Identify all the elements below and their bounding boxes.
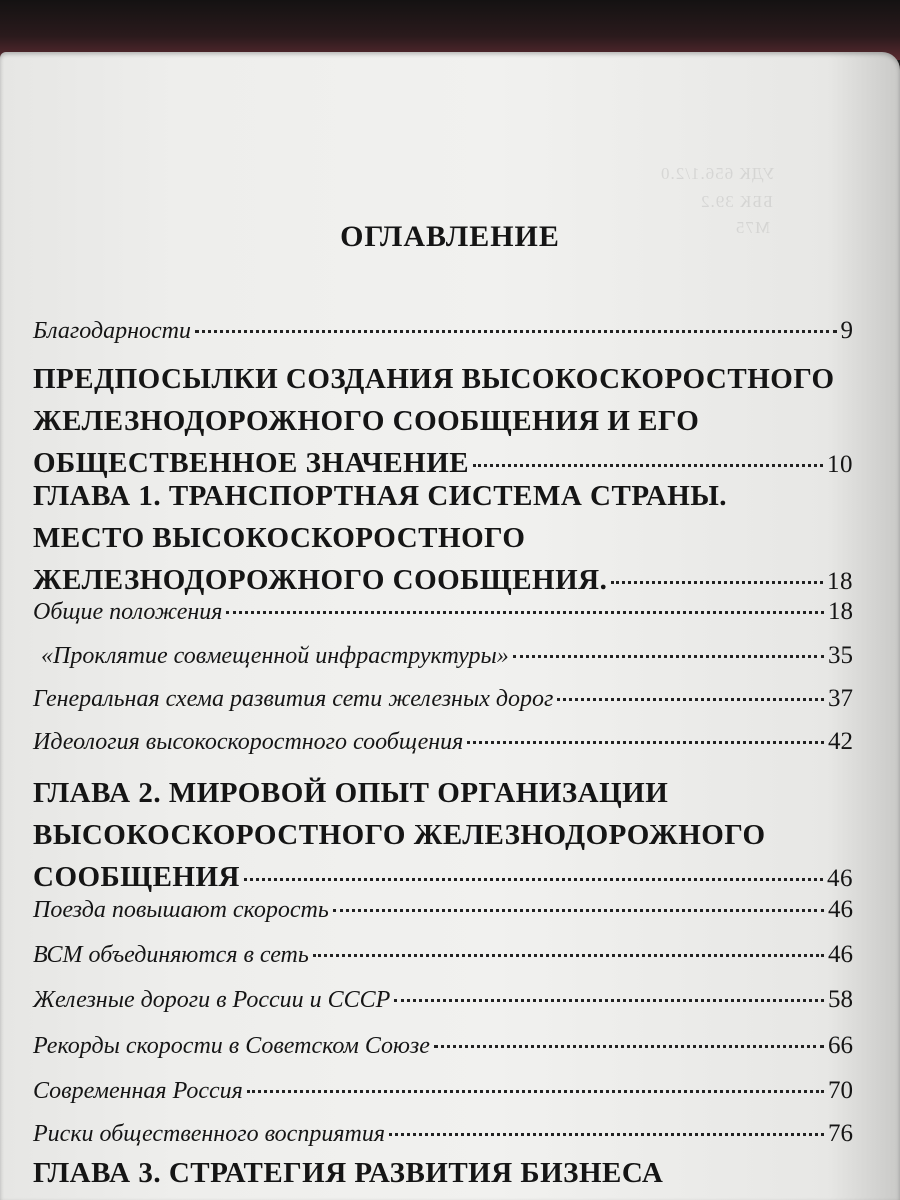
leader-dots (467, 741, 824, 744)
toc-entry-title: Железные дороги в России и СССР (33, 987, 391, 1013)
toc-chapter-entry[interactable] (33, 358, 853, 486)
show-through-line-3: М75 (735, 218, 771, 237)
toc-page-number: 9 (840, 317, 853, 344)
toc-page-number: 37 (828, 685, 853, 712)
toc-entry-title: Общие положения (33, 599, 223, 625)
leader-dots (313, 954, 824, 957)
toc-page-number: 58 (828, 986, 853, 1013)
leader-dots (473, 464, 823, 467)
toc-entry[interactable] (33, 986, 853, 1014)
leader-dots (611, 581, 823, 584)
toc-chapter-entry[interactable] (33, 772, 853, 900)
leader-dots (389, 1133, 824, 1136)
toc-page-number: 46 (828, 941, 853, 968)
toc-entry[interactable] (33, 598, 853, 626)
leader-dots (247, 1090, 824, 1093)
toc-page-number: 35 (828, 642, 853, 669)
toc-page-number: 42 (828, 728, 853, 755)
toc-chapter-entry[interactable] (33, 475, 853, 603)
toc-entry-title: ВСМ объединяются в сеть (33, 942, 309, 968)
leader-dots (513, 655, 824, 658)
toc-entry[interactable] (33, 896, 853, 924)
toc-entry[interactable] (33, 1120, 853, 1148)
toc-entry[interactable] (33, 685, 853, 713)
toc-entry[interactable] (33, 728, 853, 756)
leader-dots (557, 698, 824, 701)
toc-chapter-title: ЖЕЛЕЗНОДОРОЖНОГО СООБЩЕНИЯ. (33, 564, 608, 596)
toc-entry-title: «Проклятие совмещенной инфраструктуры» (41, 643, 509, 669)
leader-dots (434, 1045, 824, 1048)
toc-entry-title: Идеология высокоскоростного сообщения (33, 729, 464, 755)
toc-entry[interactable] (33, 642, 853, 670)
leader-dots (394, 999, 824, 1002)
toc-entry-title: Поезда повышают скорость (33, 897, 329, 923)
toc-page-number: 70 (828, 1077, 853, 1104)
toc-page-number: 46 (827, 865, 853, 892)
toc-entry-title: Рекорды скорости в Советском Союзе (33, 1033, 430, 1059)
toc-page-number: 76 (828, 1120, 853, 1147)
toc-page-number: 46 (828, 896, 853, 923)
toc-entry[interactable] (33, 941, 853, 969)
toc-entry-title: Генеральная схема развития сети железных дорог (33, 686, 554, 712)
toc-page-number: 66 (828, 1032, 853, 1059)
toc-entry[interactable] (33, 317, 853, 345)
toc-chapter-line: ЖЕЛЕЗНОДОРОЖНОГО СООБЩЕНИЯ И ЕГО (33, 405, 700, 437)
toc-entry-title: Современная Россия (33, 1078, 243, 1104)
toc-chapter-line: ГЛАВА 2. МИРОВОЙ ОПЫТ ОРГАНИЗАЦИИ (33, 777, 669, 809)
toc-chapter-line: МЕСТО ВЫСОКОСКОРОСТНОГО (33, 522, 526, 554)
leader-dots (195, 330, 837, 333)
toc-entry-title: Благодарности (33, 318, 191, 344)
toc-chapter-title: ОБЩЕСТВЕННОЕ ЗНАЧЕНИЕ (33, 447, 470, 479)
toc-chapter-line: ПРЕДПОСЫЛКИ СОЗДАНИЯ ВЫСОКОСКОРОСТНОГО (33, 363, 835, 395)
leader-dots (333, 909, 824, 912)
toc-entry[interactable] (33, 1032, 853, 1060)
book-page (0, 52, 900, 1200)
toc-page-number: 18 (827, 568, 853, 595)
toc-entry[interactable] (33, 1077, 853, 1105)
toc-entry-title: Риски общественного восприятия (33, 1121, 385, 1147)
leader-dots (226, 611, 824, 614)
show-through-line-1: УДК 656.1/2.0 (660, 164, 775, 183)
book-cover-edge (0, 0, 900, 60)
toc-page-number: 10 (827, 451, 853, 478)
toc-page-number: 18 (828, 598, 853, 625)
toc-chapter-line: ГЛАВА 1. ТРАНСПОРТНАЯ СИСТЕМА СТРАНЫ. (33, 480, 728, 512)
toc-chapter-line: ВЫСОКОСКОРОСТНОГО ЖЕЛЕЗНОДОРОЖНОГО (33, 819, 766, 851)
toc-title: ОГЛАВЛЕНИЕ (340, 220, 560, 253)
show-through-line-2: ББК 39.2 (700, 192, 773, 211)
toc-chapter-title: СООБЩЕНИЯ (33, 861, 240, 893)
leader-dots (244, 878, 823, 881)
toc-cut-off-chapter[interactable]: ГЛАВА 3. СТРАТЕГИЯ РАЗВИТИЯ БИЗНЕСА (33, 1157, 664, 1189)
